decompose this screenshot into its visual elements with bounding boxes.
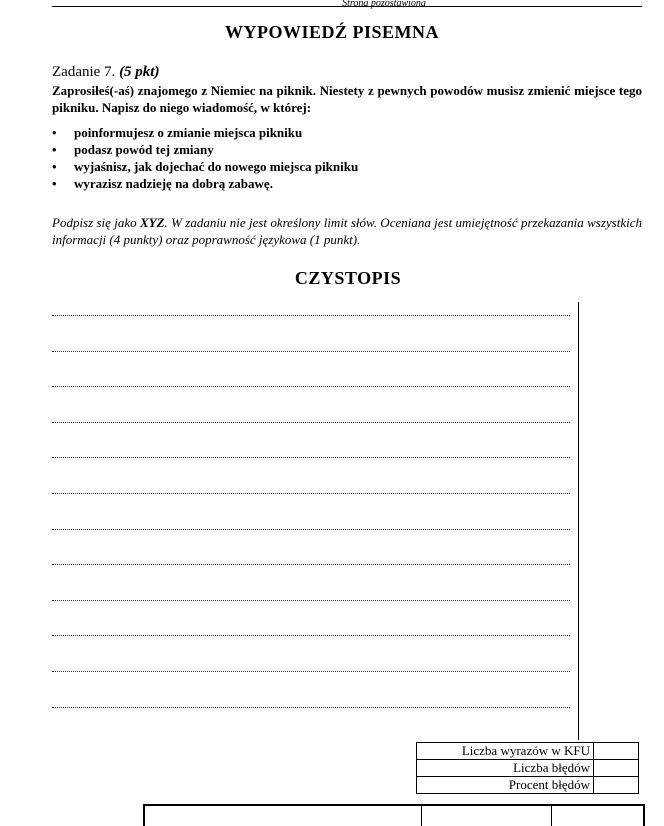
- task-label: Zadanie 7.: [52, 64, 116, 80]
- writing-line[interactable]: [52, 707, 570, 708]
- table-row: [417, 760, 639, 777]
- table-cell-label: Procent błędów: [417, 777, 594, 794]
- writing-line[interactable]: [52, 493, 570, 494]
- task-heading: [52, 64, 159, 81]
- header-clipped-text: Strona pozostawiona: [342, 0, 426, 9]
- writing-line[interactable]: [52, 386, 570, 387]
- header-rule: [52, 0, 642, 9]
- task-note: [52, 214, 642, 248]
- list-item: • wyrazisz nadzieję na dobrą zabawę.: [52, 175, 642, 192]
- task-intro: Zaprosiłeś(-aś) znajomego z Niemiec na piknik. Niestety z pewnych powodów musisz zmienić miejsce tego pikniku. Napisz do niego wiadomość, w której:: [52, 83, 642, 115]
- bottom-grading-box: [143, 804, 645, 826]
- note-after: . W zadaniu nie jest określony limit słów. Oceniana jest umiejętność przekazania wszystkich informacji (4 punkty) oraz poprawność językowa (1 punkt).: [52, 215, 642, 247]
- writing-line[interactable]: [52, 422, 570, 423]
- writing-line[interactable]: [52, 529, 570, 530]
- table-cell-label: Liczba błędów: [417, 760, 594, 777]
- writing-line[interactable]: [52, 600, 570, 601]
- writing-line[interactable]: [52, 635, 570, 636]
- task-bullet-list: [52, 124, 642, 192]
- table-cell-value[interactable]: [594, 777, 639, 794]
- writing-line[interactable]: [52, 315, 570, 316]
- writing-line[interactable]: [52, 564, 570, 565]
- list-item: • wyjaśnisz, jak dojechać do nowego miejsca pikniku: [52, 158, 642, 175]
- note-before: Podpisz się jako: [52, 215, 140, 230]
- box-divider: [421, 806, 422, 826]
- list-item: • podasz powód tej zmiany: [52, 141, 642, 158]
- signature-code: XYZ: [139, 215, 165, 230]
- task-points: (5 pkt): [119, 64, 160, 80]
- score-table: [416, 742, 639, 794]
- writing-line[interactable]: [52, 457, 570, 458]
- margin-line: [578, 302, 579, 740]
- section-title: CZYSTOPIS: [294, 268, 402, 288]
- table-cell-value[interactable]: [594, 743, 639, 760]
- writing-line[interactable]: [52, 351, 570, 352]
- list-item: • poinformujesz o zmianie miejsca pikniku: [52, 124, 642, 141]
- page-title: WYPOWIEDŹ PISEMNA: [224, 22, 439, 42]
- table-cell-value[interactable]: [594, 760, 639, 777]
- table-cell-label: Liczba wyrazów w KFU: [417, 743, 594, 760]
- box-divider: [551, 806, 552, 826]
- table-row: [417, 777, 639, 794]
- writing-line[interactable]: [52, 671, 570, 672]
- table-row: [417, 743, 639, 760]
